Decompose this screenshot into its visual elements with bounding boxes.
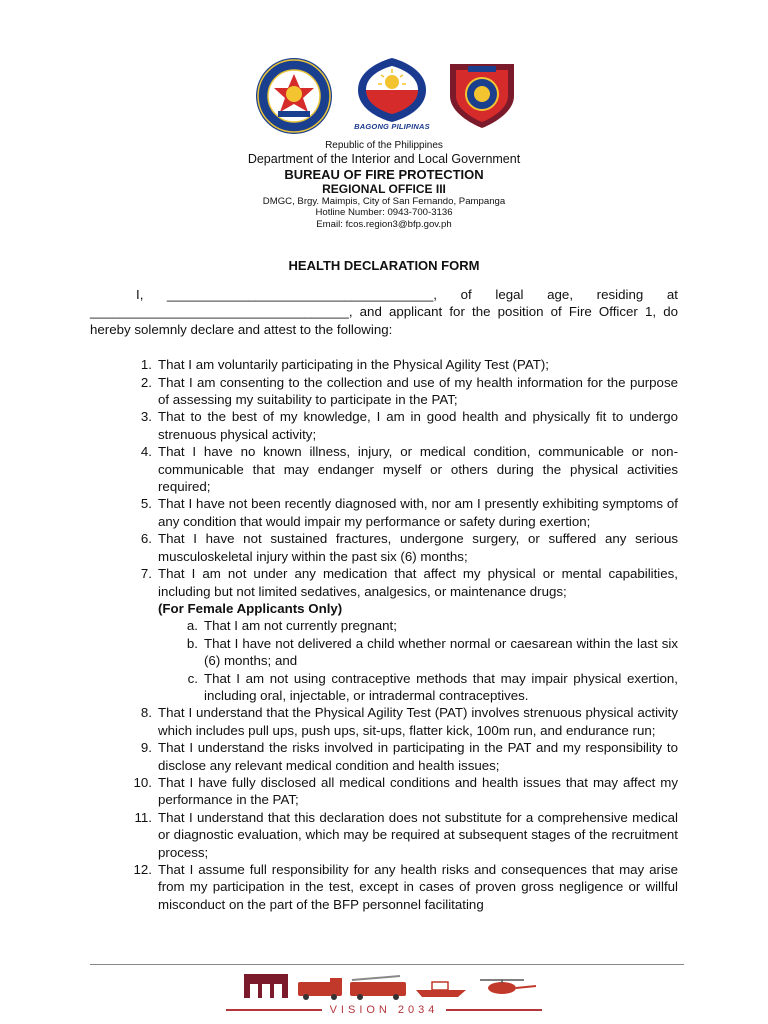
bureau-name: BUREAU OF FIRE PROTECTION (284, 166, 484, 182)
bfp-seal-icon (248, 56, 340, 136)
list-item: 11. That I understand that this declaration does not substitute for a comprehensive medical or diagnostic evaluation, which may be required at subsequent stages of the recruitment process; (134, 809, 678, 860)
list-item: 10. That I have fully disclosed all medical conditions and health issues that may affect my performance in the PAT; (133, 774, 678, 808)
female-list-item: b. That I have not delivered a child whether normal or caesarean within the last six (6) months; and (186, 635, 678, 669)
declaration-list (90, 356, 678, 913)
list-item: 3. That to the best of my knowledge, I am in good health and physically fit to undergo strenuous physical activity; (140, 409, 678, 442)
vision-banner (226, 1004, 542, 1016)
female-list-item: c. That I am not using contraceptive methods that may impair physical exertion, including oral, injectable, or intradermal contraceptives. (187, 670, 678, 703)
republic-text: Republic of the Philippines (325, 140, 443, 151)
list-item: 1. That I am voluntarily participating in the Physical Agility Test (PAT); (140, 357, 549, 373)
bagong-pilipinas-logo (352, 56, 432, 131)
vision-text: VISION 2034 (329, 1004, 439, 1016)
letterhead (0, 140, 768, 230)
list-item: 4. That I have no known illness, injury, or medical condition, communicable or non-communicable that may endanger myself or others during the physical activities required; (140, 444, 678, 495)
fire-station-vehicles-icon (240, 970, 540, 1005)
list-item: 9. That I understand the risks involved in participating in the PAT and my responsibility to disclose any relevant medical condition and health issues; (140, 740, 678, 773)
form-title: HEALTH DECLARATION FORM (288, 258, 480, 273)
logo-row (0, 56, 768, 136)
list-item: 12. That I assume full responsibility for any health risks and consequences that may arise from my participation in the test, except in cases of proven gross negligence or willful misconduct on the part of the BFP personnel facilitating (133, 862, 678, 912)
bagong-pilipinas-icon (352, 56, 432, 124)
office-address: DMGC, Brgy. Maimpis, City of San Fernando, Pampanga (262, 196, 506, 208)
declaration-intro: I, ____________________________________, of legal age, residing at ___________________________________, and applicant for the position of Fire Officer 1, do hereby solemnly declare and attest to the following: (90, 287, 678, 337)
region-iii-shield-icon (444, 56, 520, 132)
list-item: 6. That I have not sustained fractures, undergone surgery, or suffered any serious musculoskeletal injury within the past six (6) months; (140, 531, 678, 564)
list-item: 5. That I have not been recently diagnosed with, nor am I presently exhibiting symptoms of any condition that would impair my performance or safety during exertion; (140, 496, 678, 529)
vision-bar-right (446, 1009, 542, 1011)
vision-bar-left (226, 1009, 322, 1011)
footer-divider (90, 964, 684, 965)
list-item: 2. That I am consenting to the collection and use of my health information for the purpose of assessing my suitability to participate in the PAT; (140, 374, 678, 408)
female-applicants-heading: (For Female Applicants Only) (158, 600, 343, 616)
declaration-body (90, 286, 678, 913)
regional-office: REGIONAL OFFICE III (322, 181, 446, 196)
female-list-item: a. That I am not currently pregnant; (186, 618, 397, 634)
list-item: 7. That I am not under any medication that affect my physical or mental capabilities, including but not limited sedatives, analgesics, or maintenance drugs; (140, 566, 678, 599)
office-email: Email: fcos.region3@bfp.gov.ph (316, 218, 452, 230)
bagong-pilipinas-label: BAGONG PILIPINAS (354, 122, 430, 131)
department-text: Department of the Interior and Local Government (247, 151, 521, 166)
list-item: 8. That I understand that the Physical Agility Test (PAT) involves strenuous physical activity which includes pull ups, push ups, sit-ups, flatter kick, 100m run, and endurance run; (140, 705, 678, 738)
hotline-number: Hotline Number: 0943-700-3136 (315, 207, 453, 219)
